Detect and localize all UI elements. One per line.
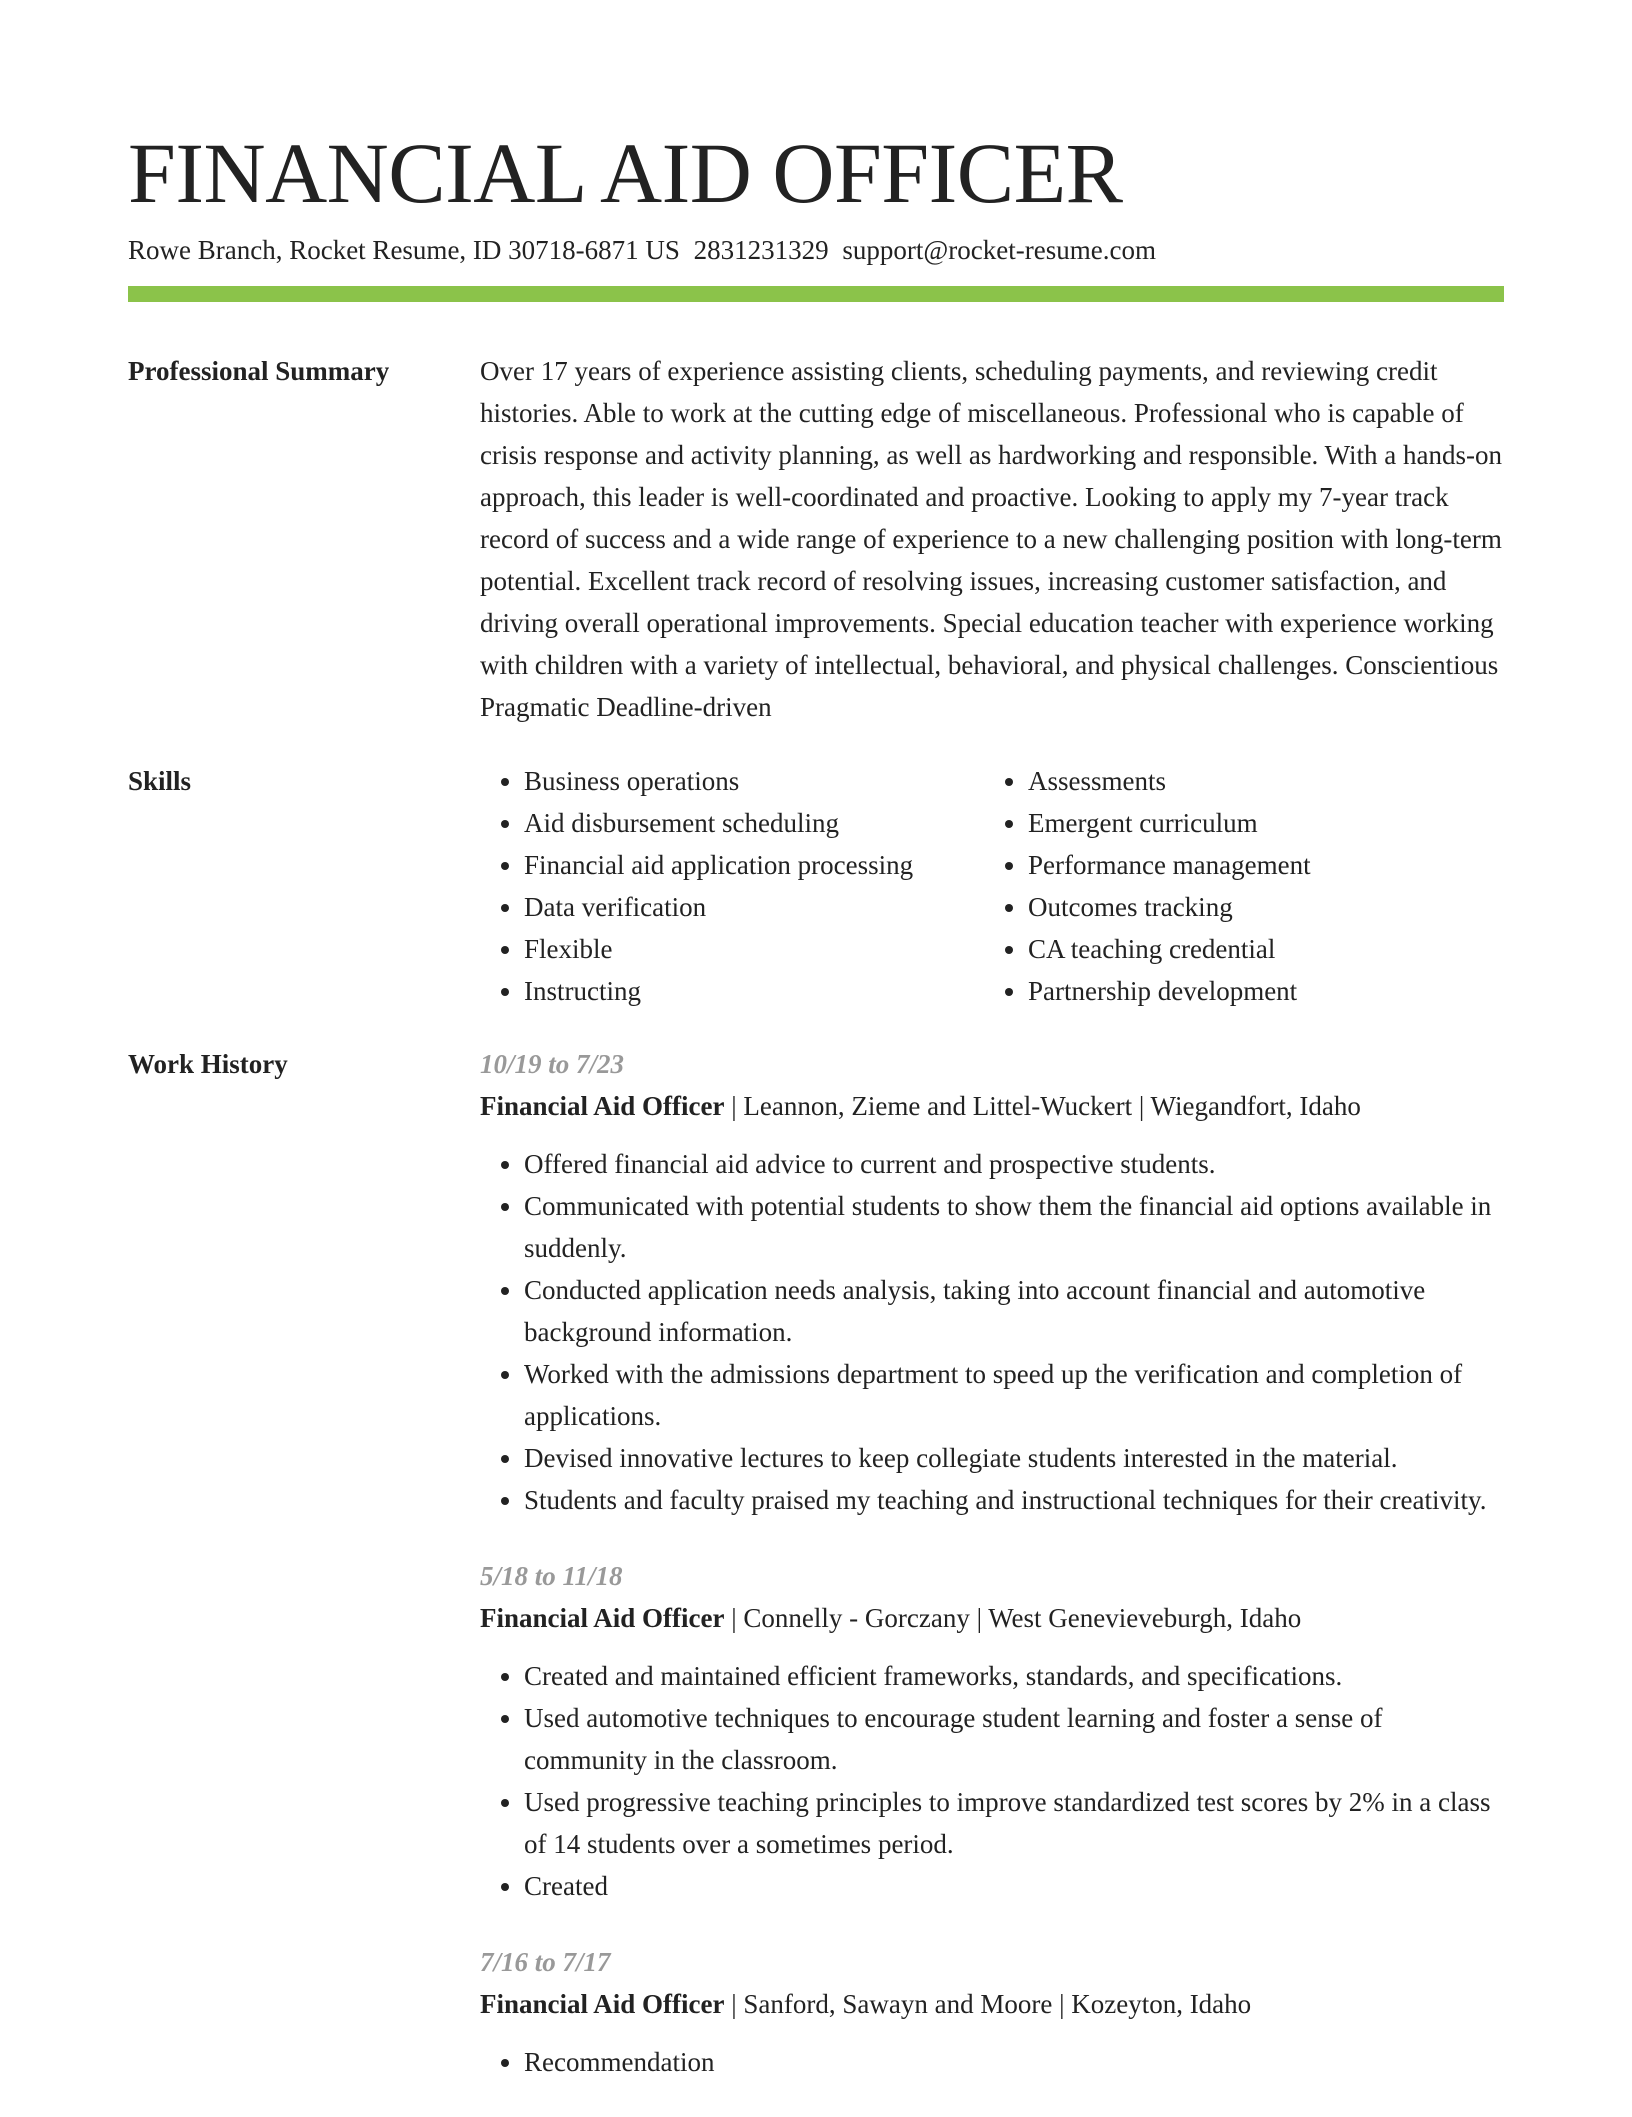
job-bullet: • Communicated with potential students to show them the financial aid options available in suddenly. (524, 1185, 1504, 1269)
job-title-line (480, 1085, 1504, 1127)
summary-text: Over 17 years of experience assisting clients, scheduling payments, and reviewing credit histories. Able to work at the cutting edge of miscellaneous. Professional who is capable of crisis response and activity planning, as well as hardworking and responsible. With a hands-on approach, this leader is well-coordinated and proactive. Looking to apply my 7-year track record of success and a wide range of experience to a new challenging position with long-term potential. Excellent track record of resolving issues, increasing customer satisfaction, and driving overall operational improvements. Special education teacher with experience working with children with a variety of intellectual, behavioral, and physical challenges. Conscientious Pragmatic Deadline-driven (480, 356, 1502, 722)
skill-item: • Instructing (524, 970, 984, 1012)
resume-name: FINANCIAL AID OFFICER (128, 125, 1123, 221)
contact-email: support@rocket-resume.com (842, 235, 1156, 265)
job-entry (480, 1043, 1504, 1521)
skill-item: • Emergent curriculum (1028, 802, 1498, 844)
job-title-line (480, 1983, 1504, 2025)
job-title: Financial Aid Officer (480, 1603, 725, 1633)
job-bullet: • Recommendation (524, 2041, 1504, 2083)
job-title: Financial Aid Officer (480, 1091, 725, 1121)
skills-grid (480, 760, 1504, 1012)
summary-heading: Professional Summary (128, 356, 390, 386)
job-title-line (480, 1597, 1504, 1639)
job-title: Financial Aid Officer (480, 1989, 725, 2019)
contact-line (128, 232, 1156, 268)
job-bullets (480, 1143, 1504, 1521)
skills-list-right (984, 760, 1498, 1012)
job-bullet: • Students and faculty praised my teaching and instructional techniques for their creativity. (524, 1479, 1504, 1521)
job-bullets (480, 2041, 1504, 2083)
job-bullet: • Used automotive techniques to encourage student learning and foster a sense of community in the classroom. (524, 1697, 1504, 1781)
job-entry (480, 1555, 1504, 1907)
skill-item: • Data verification (524, 886, 984, 928)
skill-item: • Aid disbursement scheduling (524, 802, 984, 844)
job-bullet: • Devised innovative lectures to keep collegiate students interested in the material. (524, 1437, 1504, 1479)
summary-body (480, 350, 1504, 728)
skill-item: • CA teaching credential (1028, 928, 1498, 970)
job-bullet: • Created and maintained efficient frameworks, standards, and specifications. (524, 1655, 1504, 1697)
job-dates: 10/19 to 7/23 (480, 1049, 625, 1079)
job-details: | Connelly - Gorczany | West Genevieveburgh, Idaho (724, 1603, 1302, 1633)
work-heading: Work History (128, 1049, 288, 1079)
header-divider (128, 286, 1504, 302)
skill-item: • Flexible (524, 928, 984, 970)
job-bullet: • Created (524, 1865, 1504, 1907)
skill-item: • Outcomes tracking (1028, 886, 1498, 928)
job-details: | Leannon, Zieme and Littel-Wuckert | Wiegandfort, Idaho (724, 1091, 1361, 1121)
job-dates: 5/18 to 11/18 (480, 1561, 623, 1591)
skill-item: • Assessments (1028, 760, 1498, 802)
contact-address: Rowe Branch, Rocket Resume, ID 30718-6871 US (128, 235, 680, 265)
job-dates: 7/16 to 7/17 (480, 1947, 611, 1977)
skills-body (480, 760, 1504, 1012)
skills-heading: Skills (128, 766, 192, 796)
job-bullet: • Offered financial aid advice to current and prospective students. (524, 1143, 1504, 1185)
work-body (480, 1043, 1504, 2117)
contact-phone: 2831231329 (693, 235, 829, 265)
job-entry (480, 1941, 1504, 2083)
skill-item: • Financial aid application processing (524, 844, 984, 886)
job-bullet: • Worked with the admissions department to speed up the verification and completion of applications. (524, 1353, 1504, 1437)
skill-item: • Performance management (1028, 844, 1498, 886)
skill-item: • Business operations (524, 760, 984, 802)
job-bullets (480, 1655, 1504, 1907)
job-bullet: • Used progressive teaching principles to improve standardized test scores by 2% in a class of 14 students over a sometimes period. (524, 1781, 1504, 1865)
job-bullet: • Conducted application needs analysis, taking into account financial and automotive background information. (524, 1269, 1504, 1353)
skill-item: • Partnership development (1028, 970, 1498, 1012)
job-details: | Sanford, Sawayn and Moore | Kozeyton, Idaho (724, 1989, 1252, 2019)
skills-list-left (480, 760, 984, 1012)
